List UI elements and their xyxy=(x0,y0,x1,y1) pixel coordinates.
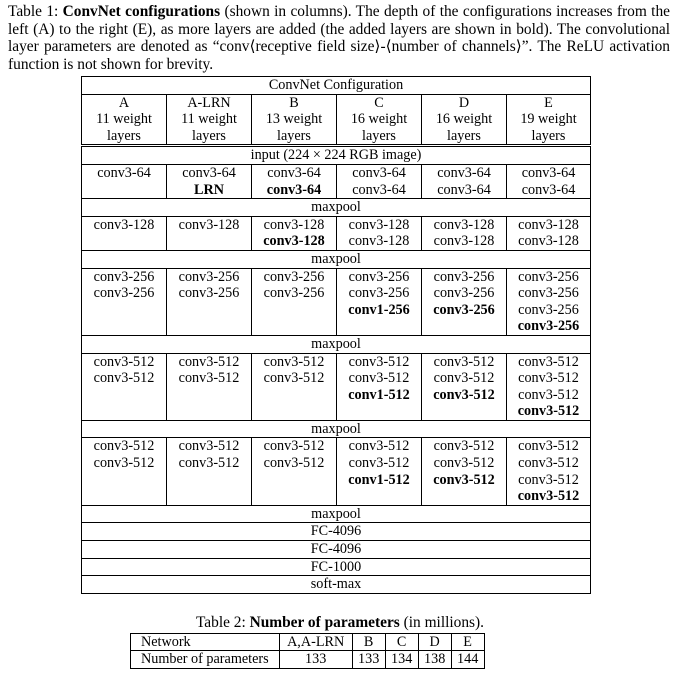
layer-entry: conv3-128 xyxy=(433,233,495,250)
layer-cell xyxy=(507,438,591,505)
layer-entry: conv3-512 xyxy=(93,353,155,370)
layer-cell xyxy=(337,353,422,420)
depth-line: 16 weight xyxy=(350,111,408,128)
layer-cell xyxy=(167,216,252,250)
maxpool-row: maxpool xyxy=(82,199,591,217)
layer-entry: conv3-128 xyxy=(433,216,495,233)
layer-entry: conv1-512 xyxy=(348,386,410,403)
layer-cell xyxy=(337,216,422,250)
layer-entry: conv3-128 xyxy=(93,216,155,233)
layer-cell xyxy=(167,438,252,505)
depth-line: 11 weight xyxy=(96,111,152,128)
depth-line: layers xyxy=(531,127,566,144)
tail-layer-row: FC-4096 xyxy=(82,541,591,559)
column-depth xyxy=(82,111,167,146)
layer-entry: conv1-512 xyxy=(348,471,410,488)
layer-entry: conv3-512 xyxy=(518,353,579,370)
table2-caption xyxy=(0,614,680,632)
table2-caption-title: Number of parameters xyxy=(249,614,400,631)
depth-line: 13 weight xyxy=(265,111,323,128)
maxpool-row: maxpool xyxy=(82,420,591,438)
layer-entry: conv3-256 xyxy=(518,268,579,285)
column-name: A-LRN xyxy=(167,94,252,111)
layer-entry: conv3-128 xyxy=(518,216,579,233)
layer-cell xyxy=(422,353,507,420)
params-a: 133 xyxy=(279,651,352,668)
params-b: 133 xyxy=(352,651,385,668)
column-name: D xyxy=(422,94,507,111)
layer-cell xyxy=(337,268,422,335)
layer-cell xyxy=(82,438,167,505)
config-header: ConvNet Configuration xyxy=(82,77,591,95)
layer-entry: conv3-512 xyxy=(348,438,410,455)
tail-layer-row: FC-1000 xyxy=(82,558,591,576)
layer-entry: conv3-256 xyxy=(348,285,410,302)
layer-entry: conv3-512 xyxy=(178,370,240,387)
layer-entry: conv3-64 xyxy=(352,181,406,198)
params-label: Number of parameters xyxy=(131,651,280,668)
layer-entry: conv3-256 xyxy=(433,285,495,302)
layer-entry: conv3-512 xyxy=(348,353,410,370)
layer-entry: conv3-512 xyxy=(517,403,580,420)
layer-entry: conv3-256 xyxy=(348,268,410,285)
layer-cell xyxy=(252,438,337,505)
layer-entry: conv3-256 xyxy=(263,268,325,285)
column-name: C xyxy=(337,94,422,111)
layer-entry: conv3-512 xyxy=(433,353,495,370)
layer-entry: conv3-256 xyxy=(178,285,240,302)
layer-entry: conv3-512 xyxy=(263,455,325,472)
layer-cell xyxy=(507,353,591,420)
layer-entry: conv3-128 xyxy=(348,216,410,233)
layer-cell xyxy=(252,164,337,198)
maxpool-row: maxpool xyxy=(82,335,591,353)
layer-entry: LRN xyxy=(194,181,224,198)
table1-caption-text: (shown in columns). The depth of the configurations increases from the left (A) to the right (E), as more layers are added (the added layers are shown in bold). The convolutional layer parameters are denoted as “conv⟨receptive field size⟩-⟨number of channels⟩”. The ReLU activation function is not shown for brevity. xyxy=(8,3,670,73)
layer-entry: conv3-256 xyxy=(433,301,495,318)
layer-entry: conv3-512 xyxy=(518,471,579,488)
layer-entry: conv3-256 xyxy=(263,285,325,302)
layer-entry: conv3-512 xyxy=(178,438,240,455)
convnet-configuration-table xyxy=(81,76,591,594)
layer-entry: conv3-256 xyxy=(517,318,580,335)
layer-entry: conv3-512 xyxy=(518,386,579,403)
network-d: D xyxy=(418,634,451,651)
layer-entry: conv3-128 xyxy=(518,233,579,250)
table2-caption-text: (in millions). xyxy=(399,614,485,631)
column-depth xyxy=(167,111,252,146)
depth-line: 16 weight xyxy=(435,111,493,128)
layer-entry: conv3-512 xyxy=(93,438,155,455)
layer-cell xyxy=(82,216,167,250)
layer-entry: conv3-512 xyxy=(178,455,240,472)
layer-cell xyxy=(422,438,507,505)
layer-entry: conv3-512 xyxy=(518,370,579,387)
depth-line: 19 weight xyxy=(520,111,577,128)
layer-entry: conv3-512 xyxy=(348,370,410,387)
layer-entry: conv3-512 xyxy=(93,370,155,387)
layer-entry: conv3-128 xyxy=(263,233,325,250)
tail-layer-row: FC-4096 xyxy=(82,523,591,541)
layer-entry: conv3-64 xyxy=(521,181,576,198)
layer-entry: conv3-512 xyxy=(93,455,155,472)
depth-line: 11 weight xyxy=(181,111,237,128)
network-c: C xyxy=(385,634,418,651)
layer-entry: conv3-512 xyxy=(517,488,580,505)
layer-cell xyxy=(167,268,252,335)
layer-entry: conv3-512 xyxy=(433,471,495,488)
layer-entry: conv3-512 xyxy=(433,386,495,403)
layer-entry: conv3-256 xyxy=(518,301,579,318)
layer-entry: conv3-512 xyxy=(263,370,325,387)
layer-cell xyxy=(507,216,591,250)
depth-line: layers xyxy=(107,127,141,144)
layer-entry: conv3-256 xyxy=(433,268,495,285)
layer-entry: conv3-128 xyxy=(178,216,240,233)
table2-caption-label: Table 2: xyxy=(195,614,250,631)
layer-entry: conv3-64 xyxy=(437,164,491,181)
params-e: 144 xyxy=(451,651,484,668)
parameters-table xyxy=(130,633,485,669)
tail-layer-row: soft-max xyxy=(82,576,591,594)
layer-entry: conv3-256 xyxy=(93,268,155,285)
layer-entry: conv3-64 xyxy=(182,164,236,181)
layer-entry: conv3-512 xyxy=(348,455,410,472)
layer-entry: conv3-64 xyxy=(97,164,151,181)
network-label: Network xyxy=(131,634,280,651)
depth-line: layers xyxy=(362,127,396,144)
layer-entry: conv3-512 xyxy=(518,455,579,472)
table1-caption-title: ConvNet configurations xyxy=(62,3,221,20)
layer-cell xyxy=(82,268,167,335)
layer-entry: conv3-64 xyxy=(352,164,406,181)
input-row: input (224 × 224 RGB image) xyxy=(82,146,591,165)
layer-cell xyxy=(337,438,422,505)
layer-entry: conv3-64 xyxy=(521,164,576,181)
layer-entry: conv3-128 xyxy=(263,216,325,233)
layer-entry: conv3-512 xyxy=(263,438,325,455)
depth-line: layers xyxy=(277,127,311,144)
layer-entry: conv3-256 xyxy=(178,268,240,285)
layer-entry: conv1-256 xyxy=(348,301,410,318)
layer-cell xyxy=(337,164,422,198)
layer-cell xyxy=(422,268,507,335)
layer-cell xyxy=(252,353,337,420)
layer-cell xyxy=(167,164,252,198)
layer-entry: conv3-512 xyxy=(433,438,495,455)
column-depth xyxy=(252,111,337,146)
layer-cell xyxy=(82,164,167,198)
table1-caption xyxy=(8,3,670,73)
column-depth xyxy=(422,111,507,146)
table1-caption-label: Table 1: xyxy=(8,3,63,20)
params-c: 134 xyxy=(385,651,418,668)
maxpool-row: maxpool xyxy=(82,250,591,268)
column-depth xyxy=(337,111,422,146)
layer-cell xyxy=(167,353,252,420)
layer-entry: conv3-64 xyxy=(267,164,321,181)
layer-entry: conv3-512 xyxy=(178,353,240,370)
layer-entry: conv3-512 xyxy=(263,353,325,370)
column-depth xyxy=(507,111,591,146)
layer-entry: conv3-512 xyxy=(433,370,495,387)
depth-line: layers xyxy=(192,127,226,144)
network-b: B xyxy=(352,634,385,651)
layer-cell xyxy=(422,164,507,198)
layer-entry: conv3-256 xyxy=(518,285,579,302)
layer-entry: conv3-256 xyxy=(93,285,155,302)
layer-cell xyxy=(507,164,591,198)
params-d: 138 xyxy=(418,651,451,668)
layer-cell xyxy=(252,216,337,250)
column-name: A xyxy=(82,94,167,111)
network-e: E xyxy=(451,634,484,651)
depth-line: layers xyxy=(447,127,481,144)
network-a: A,A-LRN xyxy=(279,634,352,651)
tail-layer-row: maxpool xyxy=(82,505,591,523)
layer-cell xyxy=(252,268,337,335)
layer-entry: conv3-64 xyxy=(437,181,491,198)
layer-cell xyxy=(507,268,591,335)
layer-cell xyxy=(422,216,507,250)
layer-cell xyxy=(82,353,167,420)
layer-entry: conv3-512 xyxy=(433,455,495,472)
layer-entry: conv3-64 xyxy=(266,181,322,198)
column-name: E xyxy=(507,94,591,111)
column-name: B xyxy=(252,94,337,111)
layer-entry: conv3-512 xyxy=(518,438,579,455)
layer-entry: conv3-128 xyxy=(348,233,410,250)
